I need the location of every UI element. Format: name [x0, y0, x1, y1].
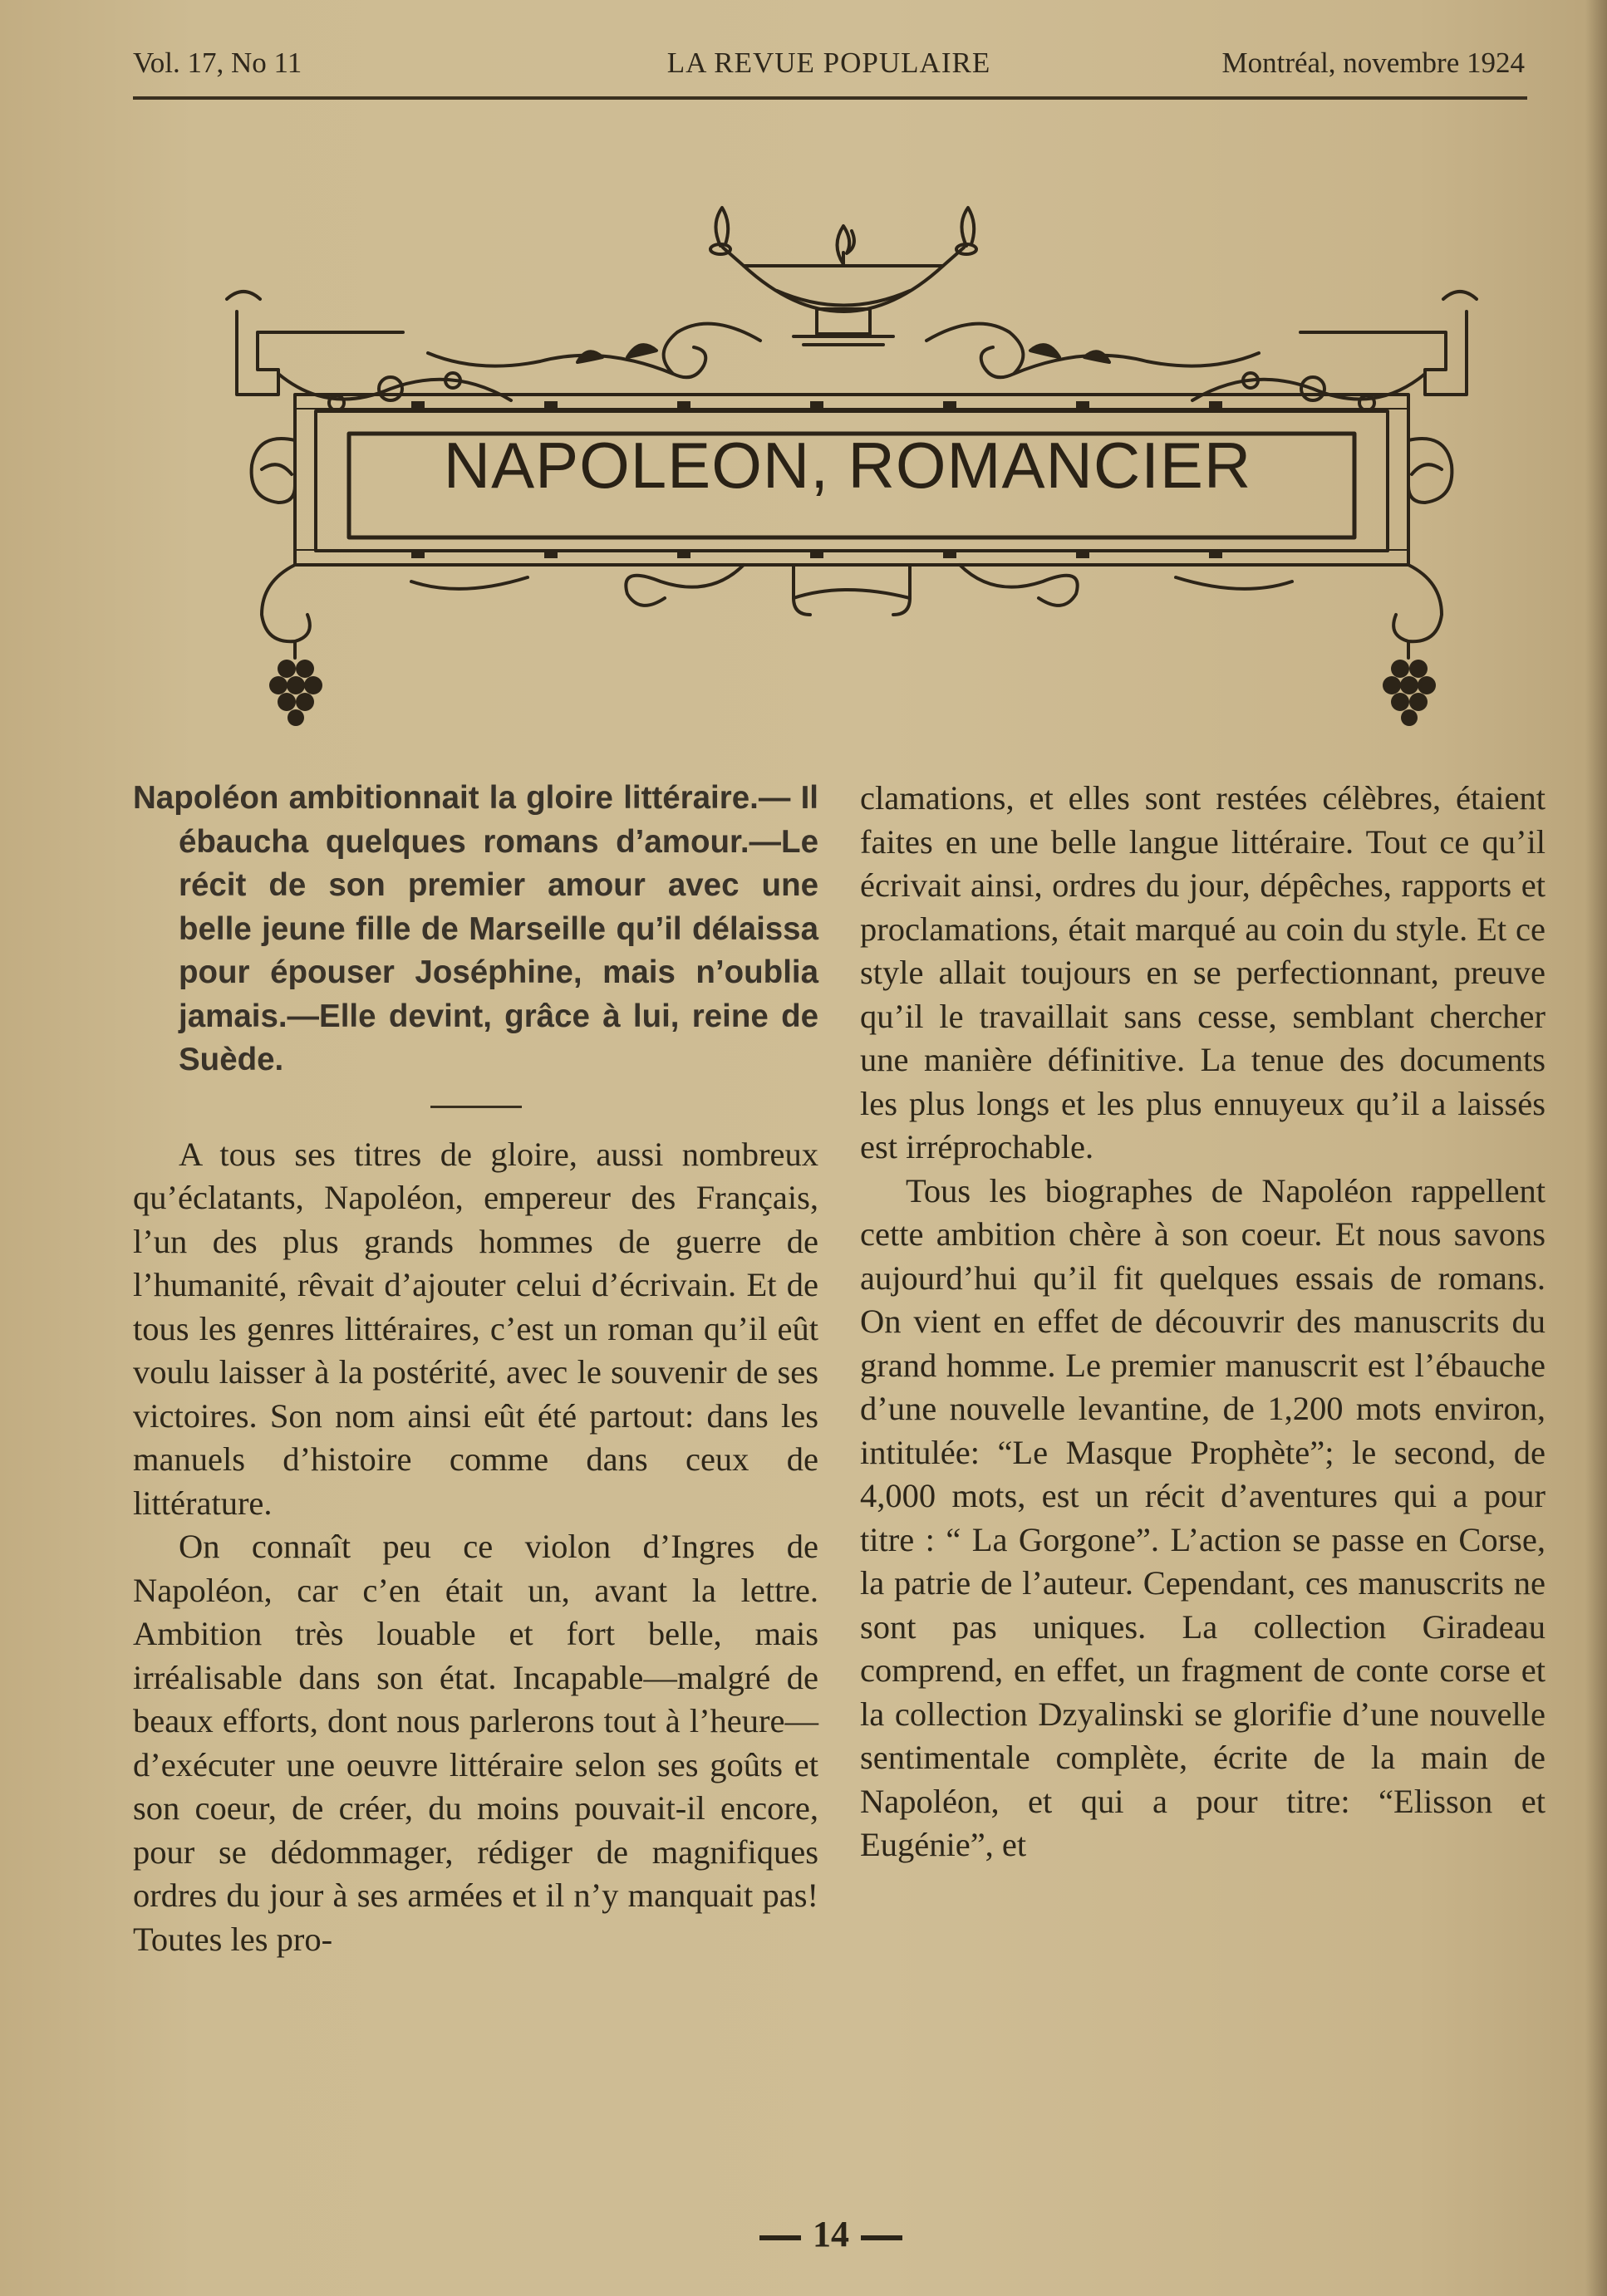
folio-dash-right	[861, 2235, 902, 2240]
dateline: Montréal, novembre 1924	[1221, 47, 1525, 79]
header-rule	[133, 96, 1527, 100]
page-edge-shadow	[1585, 0, 1607, 2296]
page-folio	[731, 2210, 931, 2259]
body-paragraph: A tous ses titres de gloire, aussi nombreux qu’éclatants, Napoléon, empereur des Français, l’un des plus grands hommes de guerre de l’humanité, rêvait d’ajouter celui d’écrivain. Et de tous les genres littéraires, c’est un roman qu’il eût voulu laisser à la postérité, avec le souvenir de ses victoires. Son nom ainsi eût été partout: dans les manuels d’histoire comme dans ceux de littérature.	[133, 1135, 818, 1522]
body-paragraph: Tous les biographes de Napoléon rappellent cette ambition chère à son coeur. Et nous savons aujourd’hui qu’il fit quelques essais de romans. On vient en effet de découvrir des manuscrits du grand homme. Le premier manuscrit est l’ébauche d’une nouvelle levantine, de 1,200 mots environ, intitulée: “Le Masque Prophète”; le second, de 4,000 mots, est un récit d’aventures qui a pour titre : “ La Gorgone”. L’action se passe en Corse, la patrie de l’auteur. Cependant, ces manuscrits ne sont pas uniques. La collection Giradeau comprend, en effet, un fragment de conte corse et la collection Dzyalinski se glorifie d’une nouvelle sentimentale complète, écrite de la main de Napoléon, et qui a pour titre: “Elisson et Eugénie”, et	[860, 1171, 1546, 1863]
page-number: 14	[813, 2214, 849, 2254]
right-column	[860, 777, 1546, 1867]
article-title: NAPOLEON, ROMANCIER	[443, 429, 1252, 502]
volume-number: Vol. 17, No 11	[133, 47, 302, 79]
left-column	[133, 777, 818, 1961]
oil-lamp-icon	[710, 208, 976, 345]
body-paragraph: On connaît peu ce violon d’Ingres de Napoléon, car c’en était un, avant la lettre. Ambition très louable et fort belle, mais irréalisable dans son état. Incapable—malgré de beaux efforts, dont nous parlerons tout à l’heure—d’exécuter une oeuvre littéraire selon ses goûts et son coeur, de créer, du moins pouvait-il encore, pour se dédommager, rédiger de magnifiques ordres du jour à ses armées et il n’y manquait pas! Toutes les pro-	[133, 1528, 818, 1958]
running-head	[133, 47, 1525, 88]
folio-dash-left	[759, 2235, 801, 2240]
body-paragraph: clamations, et elles sont restées célèbres, étaient faites en une belle langue littéraire. Tout ce qu’il écrivait ainsi, ordres du jour, dépêches, rapports et proclamations, était marqué au coin du style. Et ce style allait toujours en se perfectionnant, preuve qu’il le travaillait sans cesse, semblant chercher une manière définitive. La tenue des documents les plus longs et les plus ennuyeux qu’il a laissés est irréprochable.	[860, 779, 1546, 1165]
article-summary: Napoléon ambitionnait la gloire littéraire.— Il ébaucha quelques romans d’amour.—Le récit de son premier amour avec une belle jeune fille de Marseille qu’il délaissa pour épouser Joséphine, mais n’oublia jamais.—Elle devint, grâce à lui, reine de Suède.	[133, 780, 818, 1077]
publication-name: LA REVUE POPULAIRE	[666, 47, 991, 79]
summary-divider	[430, 1106, 522, 1108]
